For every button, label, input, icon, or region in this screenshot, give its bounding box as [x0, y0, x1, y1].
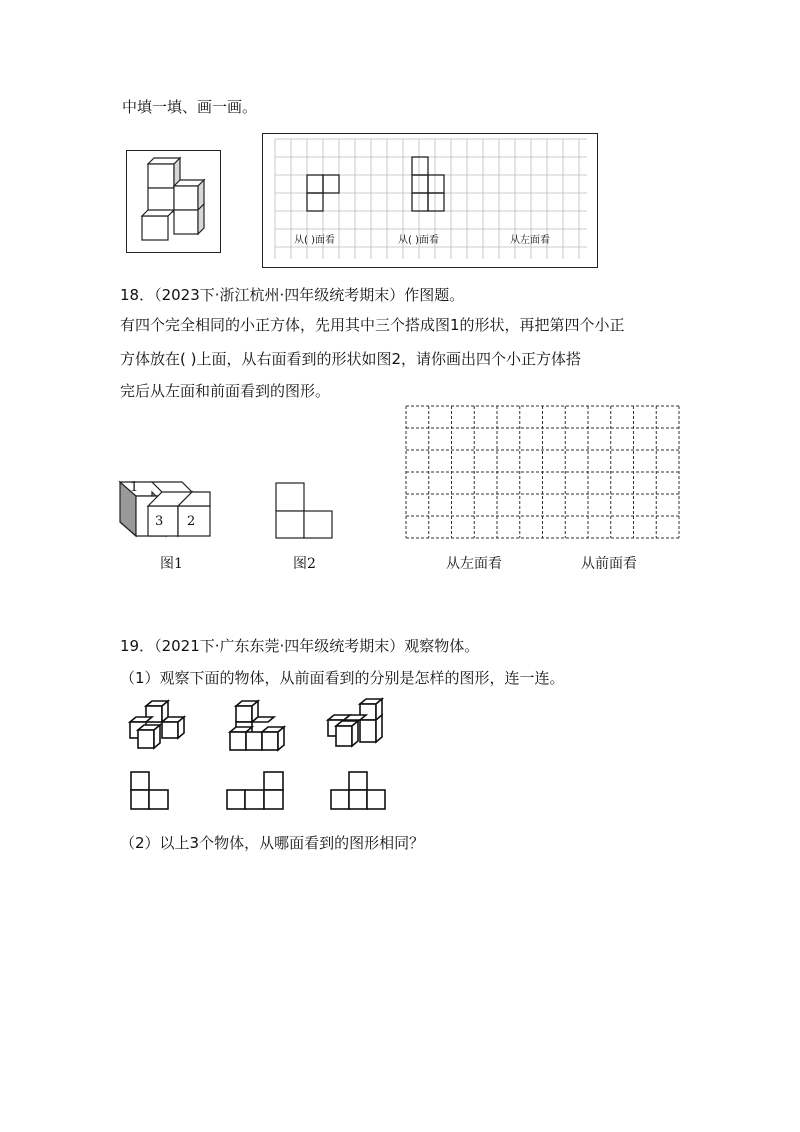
q19-part2: （2）以上3个物体，从哪面看到的图形相同？: [120, 834, 425, 852]
q17-label-view-a: 从( )面看: [294, 235, 335, 246]
q18-figure2-right-view: [275, 482, 335, 542]
q18-cube-label-3: 3: [155, 514, 164, 529]
q19-number: 19．: [120, 637, 155, 655]
q19-header: [120, 636, 479, 656]
q19-view-option-2: [226, 771, 286, 811]
q18-fig1-caption: 图1: [160, 556, 183, 572]
q18-text-line2: 方体放在( )上面，从右面看到的形状如图2，请你画出四个小正方体搭: [120, 350, 582, 368]
q18-fig2-caption: 图2: [293, 556, 316, 572]
q18-cube-label-2: 2: [187, 514, 196, 529]
q19-source: （2021下·广东东莞·四年级统考期末）观察物体。: [154, 637, 480, 655]
q18-cube-label-1: 1: [130, 480, 139, 495]
q17-label-view-c: 从左面看: [510, 235, 550, 246]
q17-instruction: 中填一填、画一画。: [122, 98, 258, 116]
q18-number: 18．: [120, 286, 155, 304]
q19-solid-2: [228, 700, 288, 752]
q19-view-option-1: [130, 771, 170, 811]
q18-grid-caption-left: 从左面看: [446, 556, 502, 572]
q17-cube-figure: [126, 150, 222, 254]
q17-grid-panel: [262, 133, 599, 269]
q18-answer-grid: [405, 405, 681, 539]
q18-source: （2023下·浙江杭州·四年级统考期末）作图题。: [154, 286, 465, 304]
q18-text-line3: 完后从左面和前面看到的图形。: [120, 382, 331, 400]
q18-text-line1: 有四个完全相同的小正方体，先用其中三个搭成图1的形状，再把第四个小正: [120, 316, 625, 334]
q19-solid-1: [122, 700, 188, 752]
q18-grid-caption-front: 从前面看: [581, 556, 637, 572]
q18-header: [120, 285, 464, 305]
q19-part1: （1）观察下面的物体，从前面看到的分别是怎样的图形，连一连。: [120, 669, 565, 687]
q17-label-view-b: 从( )面看: [398, 235, 439, 246]
q19-solid-3: [322, 697, 390, 753]
q19-view-option-3: [330, 771, 388, 811]
